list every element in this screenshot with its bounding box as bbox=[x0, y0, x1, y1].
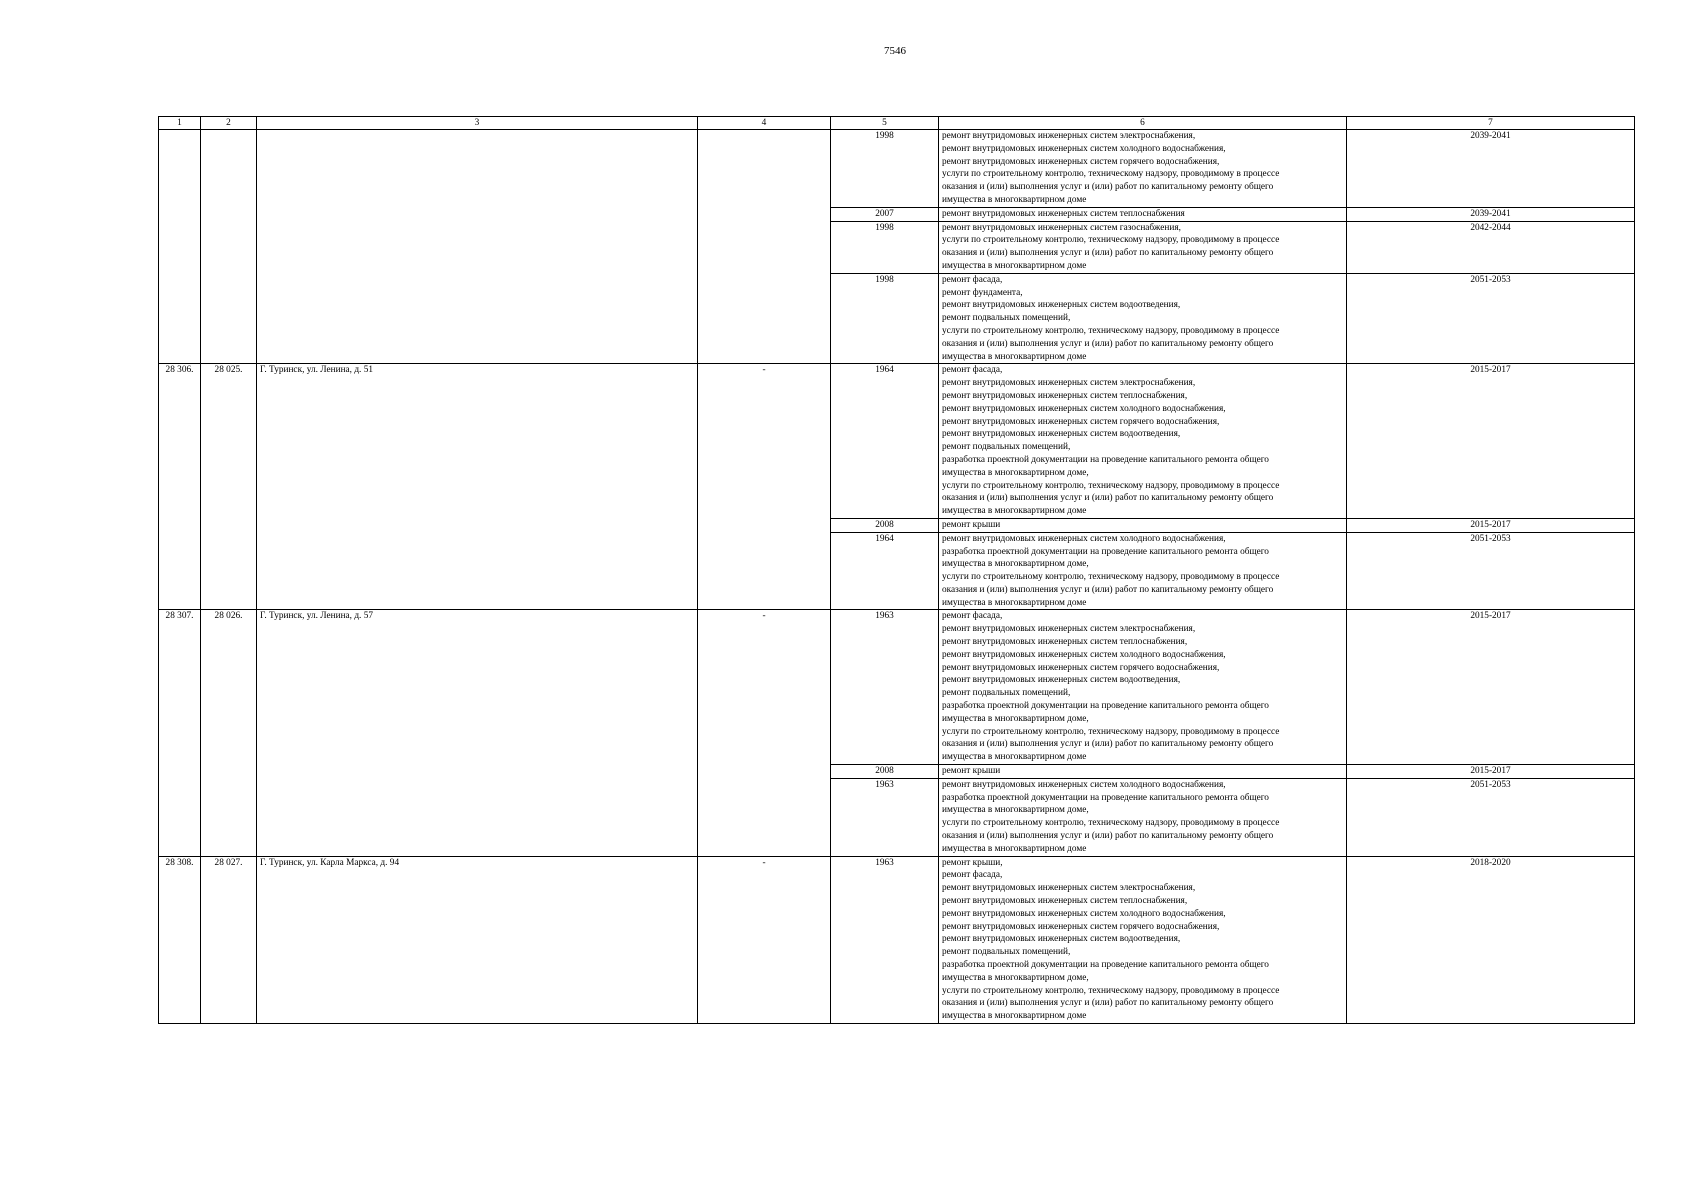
works-cell bbox=[939, 130, 1347, 208]
work-line: услуги по строительному контролю, техническому надзору, проводимому в процессе bbox=[942, 985, 1280, 996]
sub-num-cell bbox=[201, 130, 257, 364]
work-line: разработка проектной документации на проведение капитального ремонта общего bbox=[942, 701, 1269, 712]
works-cell bbox=[939, 518, 1347, 532]
works-cell bbox=[939, 221, 1347, 273]
address-cell: Г. Туринск, ул. Карла Маркса, д. 94 bbox=[257, 856, 698, 1023]
work-line: ремонт внутридомовых инженерных систем электроснабжения, bbox=[942, 131, 1196, 141]
work-line: услуги по строительному контролю, техническому надзору, проводимому в процессе bbox=[942, 235, 1280, 246]
work-line: оказания и (или) выполнения услуг и (или) работ по капитальному ремонту общего bbox=[942, 338, 1274, 349]
period-cell: 2042-2044 bbox=[1347, 221, 1635, 273]
year-cell: 1964 bbox=[831, 532, 939, 610]
works-cell bbox=[939, 532, 1347, 610]
entry-sub-number: 28 025. bbox=[201, 364, 257, 610]
work-line: ремонт внутридомовых инженерных систем водоотведения, bbox=[942, 300, 1181, 311]
table-row bbox=[159, 610, 1635, 765]
column-number-row bbox=[159, 117, 1635, 130]
repair-schedule-table bbox=[158, 116, 1635, 1024]
column-header: 4 bbox=[698, 117, 831, 130]
work-line: услуги по строительному контролю, техническому надзору, проводимому в процессе bbox=[942, 480, 1280, 491]
column-header: 7 bbox=[1347, 117, 1635, 130]
works-cell bbox=[939, 856, 1347, 1023]
work-line: оказания и (или) выполнения услуг и (или) работ по капитальному ремонту общего bbox=[942, 739, 1274, 750]
works-cell bbox=[939, 778, 1347, 856]
table-body bbox=[159, 130, 1635, 1024]
work-line: ремонт внутридомовых инженерных систем водоотведения, bbox=[942, 934, 1181, 945]
year-cell: 1998 bbox=[831, 221, 939, 273]
period-cell: 2015-2017 bbox=[1347, 610, 1635, 765]
table-row bbox=[159, 856, 1635, 1023]
work-line: имущества в многоквартирном доме bbox=[942, 1011, 1087, 1022]
work-line: ремонт подвальных помещений, bbox=[942, 947, 1071, 958]
work-line: ремонт внутридомовых инженерных систем холодного водоснабжения, bbox=[942, 908, 1226, 919]
work-line: ремонт внутридомовых инженерных систем теплоснабжения bbox=[942, 208, 1185, 219]
work-line: ремонт внутридомовых инженерных систем горячего водоснабжения, bbox=[942, 662, 1220, 673]
year-cell: 2007 bbox=[831, 207, 939, 221]
work-line: ремонт внутридомовых инженерных систем горячего водоснабжения, bbox=[942, 416, 1220, 427]
work-line: ремонт внутридомовых инженерных систем холодного водоснабжения, bbox=[942, 649, 1226, 660]
entry-number: 28 306. bbox=[159, 364, 201, 610]
work-line: ремонт подвальных помещений, bbox=[942, 313, 1071, 324]
year-cell: 2008 bbox=[831, 765, 939, 779]
work-line: ремонт внутридомовых инженерных систем теплоснабжения, bbox=[942, 390, 1188, 401]
work-line: услуги по строительному контролю, техническому надзору, проводимому в процессе bbox=[942, 169, 1280, 180]
address-cell: Г. Туринск, ул. Ленина, д. 57 bbox=[257, 610, 698, 856]
works-cell bbox=[939, 765, 1347, 779]
period-cell: 2018-2020 bbox=[1347, 856, 1635, 1023]
year-cell: 1998 bbox=[831, 130, 939, 208]
work-line: оказания и (или) выполнения услуг и (или) работ по капитальному ремонту общего bbox=[942, 182, 1274, 193]
work-line: ремонт фасада, bbox=[942, 870, 1003, 881]
work-line: оказания и (или) выполнения услуг и (или) работ по капитальному ремонту общего bbox=[942, 493, 1274, 504]
work-line: ремонт подвальных помещений, bbox=[942, 442, 1071, 453]
work-line: услуги по строительному контролю, техническому надзору, проводимому в процессе bbox=[942, 726, 1280, 737]
column-header: 6 bbox=[939, 117, 1347, 130]
year-cell: 1963 bbox=[831, 610, 939, 765]
column-header: 3 bbox=[257, 117, 698, 130]
work-line: разработка проектной документации на проведение капитального ремонта общего bbox=[942, 960, 1269, 970]
entry-sub-number: 28 027. bbox=[201, 856, 257, 1023]
work-line: ремонт внутридомовых инженерных систем холодного водоснабжения, bbox=[942, 403, 1226, 414]
year-cell: 1998 bbox=[831, 273, 939, 364]
work-line: оказания и (или) выполнения услуг и (или) работ по капитальному ремонту общего bbox=[942, 584, 1274, 595]
work-line: услуги по строительному контролю, техническому надзору, проводимому в процессе bbox=[942, 325, 1280, 336]
table-row bbox=[159, 364, 1635, 519]
period-cell: 2051-2053 bbox=[1347, 778, 1635, 856]
work-line: ремонт внутридомовых инженерных систем холодного водоснабжения, bbox=[942, 143, 1226, 154]
work-line: имущества в многоквартирном доме, bbox=[942, 559, 1089, 570]
work-line: ремонт крыши, bbox=[942, 857, 1003, 868]
period-cell: 2051-2053 bbox=[1347, 532, 1635, 610]
works-cell bbox=[939, 273, 1347, 364]
work-line: ремонт внутридомовых инженерных систем водоотведения, bbox=[942, 675, 1181, 686]
work-line: ремонт внутридомовых инженерных систем холодного водоснабжения, bbox=[942, 533, 1226, 544]
year-cell: 1963 bbox=[831, 778, 939, 856]
work-line: оказания и (или) выполнения услуг и (или) работ по капитальному ремонту общего bbox=[942, 831, 1274, 842]
work-line: имущества в многоквартирном доме, bbox=[942, 805, 1089, 816]
work-line: ремонт внутридомовых инженерных систем электроснабжения, bbox=[942, 883, 1196, 894]
period-cell: 2039-2041 bbox=[1347, 207, 1635, 221]
period-cell: 2015-2017 bbox=[1347, 765, 1635, 779]
work-line: ремонт фасада, bbox=[942, 365, 1003, 376]
entry-number: 28 307. bbox=[159, 610, 201, 856]
col4-cell: - bbox=[698, 856, 831, 1023]
column-header: 2 bbox=[201, 117, 257, 130]
work-line: оказания и (или) выполнения услуг и (или) работ по капитальному ремонту общего bbox=[942, 998, 1274, 1009]
work-line: ремонт внутридомовых инженерных систем холодного водоснабжения, bbox=[942, 779, 1226, 790]
work-line: ремонт внутридомовых инженерных систем газоснабжения, bbox=[942, 222, 1181, 233]
work-line: ремонт крыши bbox=[942, 519, 1001, 530]
period-cell: 2015-2017 bbox=[1347, 518, 1635, 532]
work-line: ремонт крыши bbox=[942, 766, 1001, 777]
work-line: ремонт фасада, bbox=[942, 274, 1003, 285]
entry-sub-number: 28 026. bbox=[201, 610, 257, 856]
work-line: разработка проектной документации на проведение капитального ремонта общего bbox=[942, 454, 1269, 465]
work-line: оказания и (или) выполнения услуг и (или) работ по капитальному ремонту общего bbox=[942, 248, 1274, 259]
entry-number: 28 308. bbox=[159, 856, 201, 1023]
work-line: услуги по строительному контролю, техническому надзору, проводимому в процессе bbox=[942, 572, 1280, 583]
work-line: ремонт фасада, bbox=[942, 611, 1003, 622]
address-cell bbox=[257, 130, 698, 364]
work-line: имущества в многоквартирном доме bbox=[942, 194, 1087, 205]
work-line: ремонт фундамента, bbox=[942, 287, 1023, 298]
col4-cell: - bbox=[698, 364, 831, 610]
work-line: ремонт внутридомовых инженерных систем электроснабжения, bbox=[942, 378, 1196, 389]
work-line: имущества в многоквартирном доме bbox=[942, 506, 1087, 517]
col4-cell: - bbox=[698, 610, 831, 856]
col4-cell bbox=[698, 130, 831, 364]
address-cell: Г. Туринск, ул. Ленина, д. 51 bbox=[257, 364, 698, 610]
year-cell: 1963 bbox=[831, 856, 939, 1023]
work-line: имущества в многоквартирном доме, bbox=[942, 467, 1089, 478]
work-line: имущества в многоквартирном доме, bbox=[942, 713, 1089, 724]
work-line: ремонт внутридомовых инженерных систем горячего водоснабжения, bbox=[942, 921, 1220, 932]
works-cell bbox=[939, 364, 1347, 519]
year-cell: 1964 bbox=[831, 364, 939, 519]
work-line: услуги по строительному контролю, техническому надзору, проводимому в процессе bbox=[942, 818, 1280, 829]
period-cell: 2015-2017 bbox=[1347, 364, 1635, 519]
work-line: разработка проектной документации на проведение капитального ремонта общего bbox=[942, 546, 1269, 557]
period-cell: 2051-2053 bbox=[1347, 273, 1635, 364]
work-line: ремонт внутридомовых инженерных систем горячего водоснабжения, bbox=[942, 156, 1220, 167]
work-line: имущества в многоквартирном доме, bbox=[942, 972, 1089, 983]
column-header: 1 bbox=[159, 117, 201, 130]
num-cell bbox=[159, 130, 201, 364]
column-header: 5 bbox=[831, 117, 939, 130]
period-cell: 2039-2041 bbox=[1347, 130, 1635, 208]
work-line: имущества в многоквартирном доме bbox=[942, 351, 1087, 362]
page-number: 7546 bbox=[884, 45, 906, 57]
works-cell bbox=[939, 207, 1347, 221]
work-line: имущества в многоквартирном доме bbox=[942, 843, 1087, 854]
work-line: имущества в многоквартирном доме bbox=[942, 752, 1087, 763]
work-line: разработка проектной документации на проведение капитального ремонта общего bbox=[942, 792, 1269, 803]
work-line: имущества в многоквартирном доме bbox=[942, 597, 1087, 608]
work-line: имущества в многоквартирном доме bbox=[942, 260, 1087, 271]
works-cell bbox=[939, 610, 1347, 765]
work-line: ремонт подвальных помещений, bbox=[942, 688, 1071, 699]
work-line: ремонт внутридомовых инженерных систем водоотведения, bbox=[942, 429, 1181, 440]
table-row bbox=[159, 130, 1635, 208]
work-line: ремонт внутридомовых инженерных систем электроснабжения, bbox=[942, 624, 1196, 635]
work-line: ремонт внутридомовых инженерных систем теплоснабжения, bbox=[942, 896, 1188, 907]
year-cell: 2008 bbox=[831, 518, 939, 532]
work-line: ремонт внутридомовых инженерных систем теплоснабжения, bbox=[942, 637, 1188, 648]
